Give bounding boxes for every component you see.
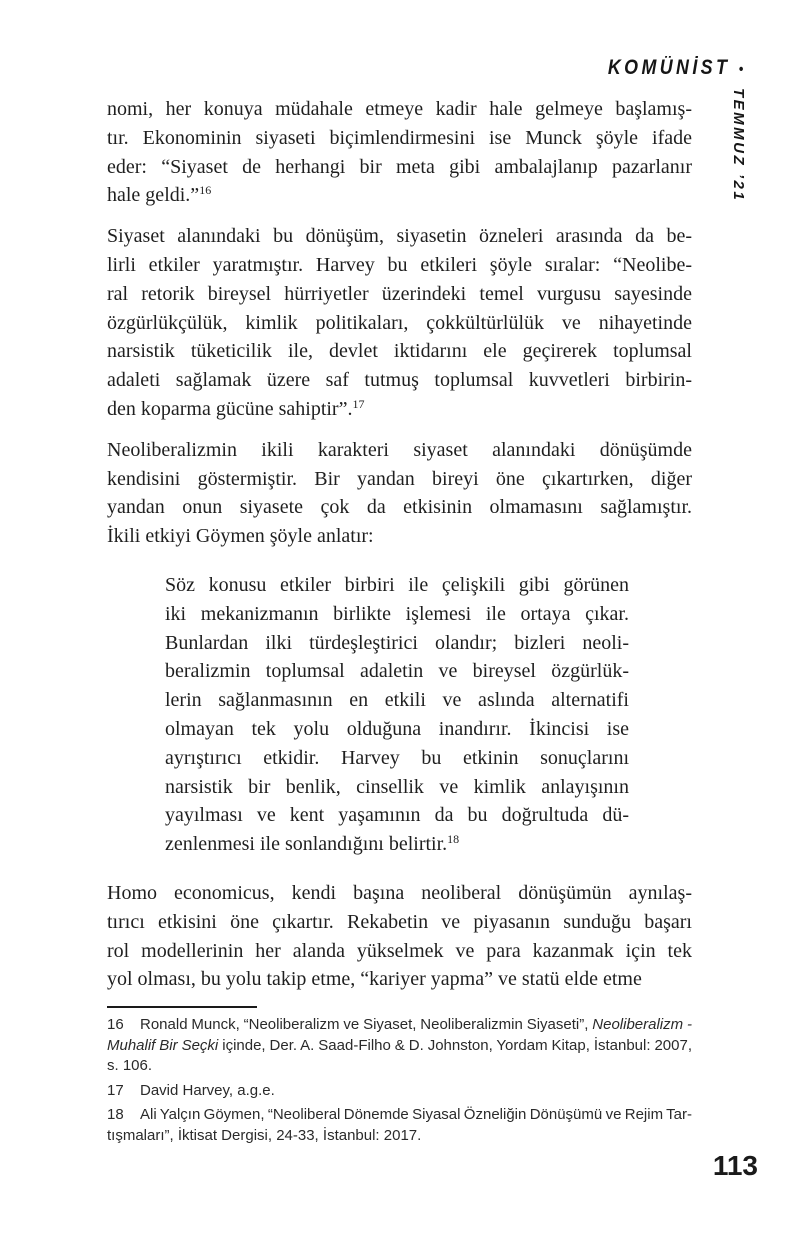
text-line: eder: “Siyaset de herhangi bir meta gibi ambalajlanıp pazarlanır — [107, 155, 692, 178]
text-line: rol modellerinin her alanda yükselmek ve para kazanmak için tek — [107, 939, 692, 962]
text-line: lerin sağlanmasının en etkili ve aslında alternatifi — [165, 689, 629, 712]
footnote-number: 18 — [107, 1106, 124, 1123]
text-line: beralizmin toplumsal adaletin ve bireysel özgürlük- — [165, 660, 629, 683]
running-head — [608, 56, 743, 80]
text-line: tışmaları”, İktisat Dergisi, 24-33, İstanbul: 2017. — [107, 1126, 422, 1144]
text-line: Neoliberalizmin ikili karakteri siyaset alanındaki dönüşümde — [107, 438, 692, 461]
paragraph-3 — [107, 436, 692, 551]
text-line: 18 Ali Yalçın Göymen, “Neoliberal Dönemde Siyasal Özneliğin Dönüşümü ve Rejim Tar- — [107, 1105, 692, 1126]
text-line: s. 106. — [107, 1057, 153, 1074]
text-line: tır. Ekonominin siyaseti biçimlendirmesini ise Munck şöyle ifade — [107, 126, 692, 149]
text-line: yayılması ve kent yaşamının da bu doğrultuda dü- — [165, 804, 629, 827]
text-line: lirli etkiler yaratmıştır. Harvey bu etkileri şöyle sıralar: “Neolibe- — [107, 253, 692, 276]
text-line: kendisini göstermiştir. Bir yandan bireyi öne çıkartırken, diğer — [107, 467, 692, 490]
footnote-16 — [107, 1015, 692, 1077]
text-line: adaleti sağlamak üzere saf tutmuş toplumsal kuvvetleri birbirin- — [107, 369, 692, 392]
footnote-ref: 18 — [447, 832, 460, 847]
text-line: 17 David Harvey, a.g.e. — [107, 1081, 692, 1102]
text-line: ral retorik bireysel hürriyetler üzerindeki temel vurgusu sayesinde — [107, 282, 692, 305]
text-line: den koparma gücüne sahiptir”.$^{17}$ — [107, 396, 365, 420]
text-line: 16 Ronald Munck, “Neoliberalizm ve Siyaset, Neoliberalizmin Siyaseti”, Neoliberalizm - — [107, 1015, 692, 1036]
text-line: Söz konusu etkiler birbiri ile çelişkili gibi görünen — [165, 573, 629, 596]
footnote-17 — [107, 1081, 692, 1102]
text-line: yol olması, bu yolu takip etme, “kariyer yapma” ve statü elde etme — [107, 968, 642, 991]
text-line: iki mekanizmanın birlikte işlemesi ile ortaya çıkar. — [165, 602, 629, 625]
footnote-18 — [107, 1105, 692, 1146]
text-line: Siyaset alanındaki bu dönüşüm, siyasetin özneleri arasında da be- — [107, 225, 692, 248]
text-line: tırıcı etkisini öne çıkartır. Rekabetin ve piyasanın sunduğu başarı — [107, 910, 692, 933]
journal-title: KOMÜNİST — [607, 56, 731, 79]
text-line: yandan onun siyasete çok da etkisinin olmamasını sağlamıştır. — [107, 496, 692, 519]
text-line: narsistik tüketicilik ile, devlet iktidarını ele geçirerek toplumsal — [107, 340, 692, 363]
footnote-number: 17 — [107, 1081, 124, 1099]
text-line: ayrıştırıcı etkidir. Harvey bu etkinin sonuçlarını — [165, 746, 629, 769]
footnote-ref: 16 — [199, 183, 212, 198]
paragraph-1 — [107, 95, 692, 210]
text-line: nomi, her konuya müdahale etmeye kadir hale gelmeye başlamış- — [107, 98, 692, 120]
body-text — [107, 95, 692, 1006]
footnote-ref: 17 — [352, 396, 365, 411]
text-line: özgürlükçülük, kimlik politikaları, çokkültürlülük ve nihayetinde — [107, 311, 692, 334]
issue-date-vertical: TEMMUZ ’21 — [730, 88, 747, 203]
footnotes-section — [107, 1006, 692, 1150]
footnote-number: 16 — [107, 1016, 124, 1033]
text-line: Muhalif Bir Seçki içinde, Der. A. Saad-Filho & D. Johnston, Yordam Kitap, İstanbul: 2007, — [107, 1036, 693, 1054]
text-line: narsistik bir benlik, cinsellik ve kimlik anlayışının — [165, 775, 629, 798]
page-number: 113 — [712, 1150, 758, 1181]
text-line: zenlenmesi ile sonlandığını belirtir.$^{18}$ — [165, 832, 460, 856]
text-line: Homo economicus, kendi başına neoliberal dönüşümün aynılaş- — [107, 881, 692, 904]
blockquote — [165, 571, 629, 859]
text-line: hale geldi.”$^{16}$ — [107, 183, 212, 207]
paragraph-2 — [107, 222, 692, 424]
paragraph-4 — [107, 879, 692, 994]
text-line: Bunlardan ilki türdeşleştirici olandır; bizleri neoli- — [165, 631, 629, 654]
header-bullet-icon: • — [738, 61, 743, 78]
text-line: olmayan tek yolu olduğuna inandırır. İkincisi ise — [165, 717, 629, 740]
text-line: İkili etkiyi Göymen şöyle anlatır: — [107, 525, 374, 548]
footnote-separator — [107, 1006, 257, 1008]
